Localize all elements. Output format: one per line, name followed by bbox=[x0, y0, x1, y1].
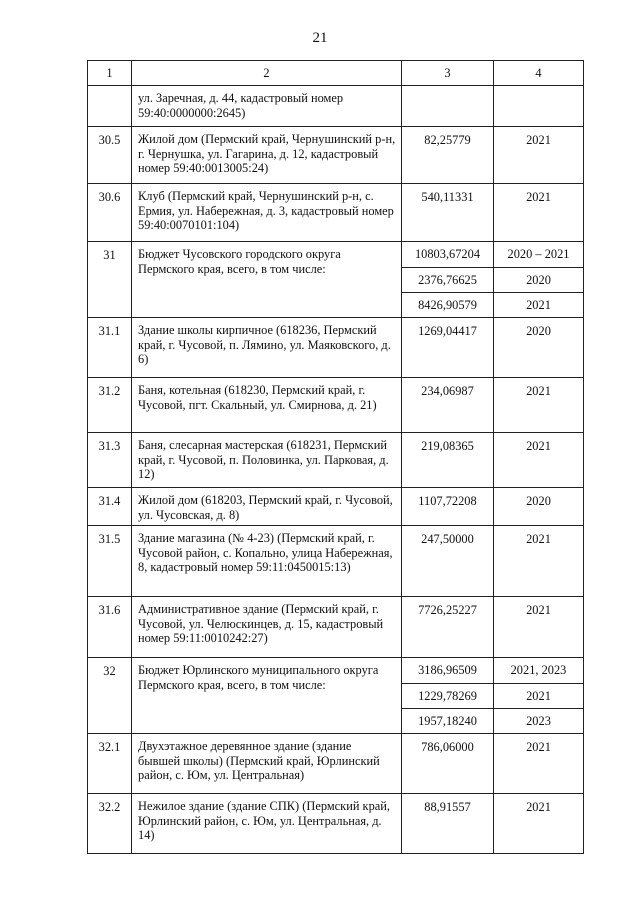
description-cell: Здание магазина (№ 4-23) (Пермский край, г. Чусовой район, с. Копально, улица Набережная, 8, кадастровый номер 59:11:0450015:13) bbox=[132, 526, 402, 597]
description-cell: Жилой дом (Пермский край, Чернушинский р-н, г. Чернушка, ул. Гагарина, д. 12, кадастровый номер 59:40:0013005:24) bbox=[132, 127, 402, 184]
amount-cell: 10803,67204 bbox=[402, 242, 494, 268]
description-cell: Бюджет Юрлинского муниципального округа Пермского края, всего, в том числе: bbox=[132, 658, 402, 734]
year-cell: 2020 – 2021 bbox=[494, 242, 584, 268]
description-cell: Клуб (Пермский край, Чернушинский р-н, с. Ермия, ул. Набережная, д. 3, кадастровый номер 59:40:0070101:104) bbox=[132, 184, 402, 242]
column-header: 1 bbox=[88, 61, 132, 86]
description-cell: Жилой дом (618203, Пермский край, г. Чусовой, ул. Чусовская, д. 8) bbox=[132, 488, 402, 526]
row-number-cell: 31.3 bbox=[88, 433, 132, 488]
row-number-cell: 32 bbox=[88, 658, 132, 734]
table-row bbox=[88, 658, 584, 684]
table-row bbox=[88, 597, 584, 658]
amount-cell: 7726,25227 bbox=[402, 597, 494, 658]
description-cell: Нежилое здание (здание СПК) (Пермский край, Юрлинский район, с. Юм, ул. Центральная, д. 14) bbox=[132, 794, 402, 854]
amount-cell: 82,25779 bbox=[402, 127, 494, 184]
amount-cell bbox=[402, 86, 494, 127]
table-row bbox=[88, 734, 584, 794]
description-cell: Административное здание (Пермский край, г. Чусовой, ул. Челюскинцев, д. 15, кадастровый номер 59:11:0010242:27) bbox=[132, 597, 402, 658]
amount-cell: 1269,04417 bbox=[402, 318, 494, 378]
year-cell: 2021 bbox=[494, 526, 584, 597]
description-cell: Здание школы кирпичное (618236, Пермский край, г. Чусовой, п. Лямино, ул. Маяковского, д. 6) bbox=[132, 318, 402, 378]
table-row bbox=[88, 184, 584, 242]
year-cell: 2020 bbox=[494, 268, 584, 293]
year-cell: 2021 bbox=[494, 433, 584, 488]
row-number-cell: 32.2 bbox=[88, 794, 132, 854]
year-cell bbox=[494, 86, 584, 127]
row-number-cell: 31.5 bbox=[88, 526, 132, 597]
amount-cell: 786,06000 bbox=[402, 734, 494, 794]
column-header: 4 bbox=[494, 61, 584, 86]
year-cell: 2020 bbox=[494, 318, 584, 378]
year-cell: 2021 bbox=[494, 734, 584, 794]
year-cell: 2023 bbox=[494, 709, 584, 734]
table-row bbox=[88, 127, 584, 184]
amount-cell: 3186,96509 bbox=[402, 658, 494, 684]
table-row bbox=[88, 318, 584, 378]
table-row bbox=[88, 86, 584, 127]
year-cell: 2021, 2023 bbox=[494, 658, 584, 684]
row-number-cell bbox=[88, 86, 132, 127]
description-cell: Баня, котельная (618230, Пермский край, г. Чусовой, пгт. Скальный, ул. Смирнова, д. 21) bbox=[132, 378, 402, 433]
year-cell: 2020 bbox=[494, 488, 584, 526]
amount-cell: 8426,90579 bbox=[402, 293, 494, 318]
table-header-row bbox=[88, 61, 584, 86]
table-row bbox=[88, 488, 584, 526]
column-header: 2 bbox=[132, 61, 402, 86]
year-cell: 2021 bbox=[494, 293, 584, 318]
amount-cell: 1107,72208 bbox=[402, 488, 494, 526]
table-row bbox=[88, 378, 584, 433]
row-number-cell: 31.1 bbox=[88, 318, 132, 378]
budget-table bbox=[87, 60, 584, 854]
amount-cell: 234,06987 bbox=[402, 378, 494, 433]
year-cell: 2021 bbox=[494, 184, 584, 242]
table-row bbox=[88, 242, 584, 268]
page-number: 21 bbox=[312, 30, 328, 46]
amount-cell: 219,08365 bbox=[402, 433, 494, 488]
year-cell: 2021 bbox=[494, 127, 584, 184]
description-cell: ул. Заречная, д. 44, кадастровый номер 59:40:0000000:2645) bbox=[132, 86, 402, 127]
table-row bbox=[88, 794, 584, 854]
table-row bbox=[88, 433, 584, 488]
row-number-cell: 31.4 bbox=[88, 488, 132, 526]
amount-cell: 540,11331 bbox=[402, 184, 494, 242]
amount-cell: 1957,18240 bbox=[402, 709, 494, 734]
row-number-cell: 31 bbox=[88, 242, 132, 318]
row-number-cell: 30.5 bbox=[88, 127, 132, 184]
amount-cell: 2376,76625 bbox=[402, 268, 494, 293]
row-number-cell: 30.6 bbox=[88, 184, 132, 242]
year-cell: 2021 bbox=[494, 794, 584, 854]
description-cell: Баня, слесарная мастерская (618231, Пермский край, г. Чусовой, п. Половинка, ул. Парковая, д. 12) bbox=[132, 433, 402, 488]
row-number-cell: 31.2 bbox=[88, 378, 132, 433]
row-number-cell: 32.1 bbox=[88, 734, 132, 794]
amount-cell: 247,50000 bbox=[402, 526, 494, 597]
row-number-cell: 31.6 bbox=[88, 597, 132, 658]
year-cell: 2021 bbox=[494, 378, 584, 433]
column-header: 3 bbox=[402, 61, 494, 86]
year-cell: 2021 bbox=[494, 597, 584, 658]
description-cell: Бюджет Чусовского городского округа Пермского края, всего, в том числе: bbox=[132, 242, 402, 318]
amount-cell: 88,91557 bbox=[402, 794, 494, 854]
year-cell: 2021 bbox=[494, 684, 584, 709]
table-row bbox=[88, 526, 584, 597]
description-cell: Двухэтажное деревянное здание (здание бывшей школы) (Пермский край, Юрлинский район, с. Юм, ул. Центральная) bbox=[132, 734, 402, 794]
amount-cell: 1229,78269 bbox=[402, 684, 494, 709]
